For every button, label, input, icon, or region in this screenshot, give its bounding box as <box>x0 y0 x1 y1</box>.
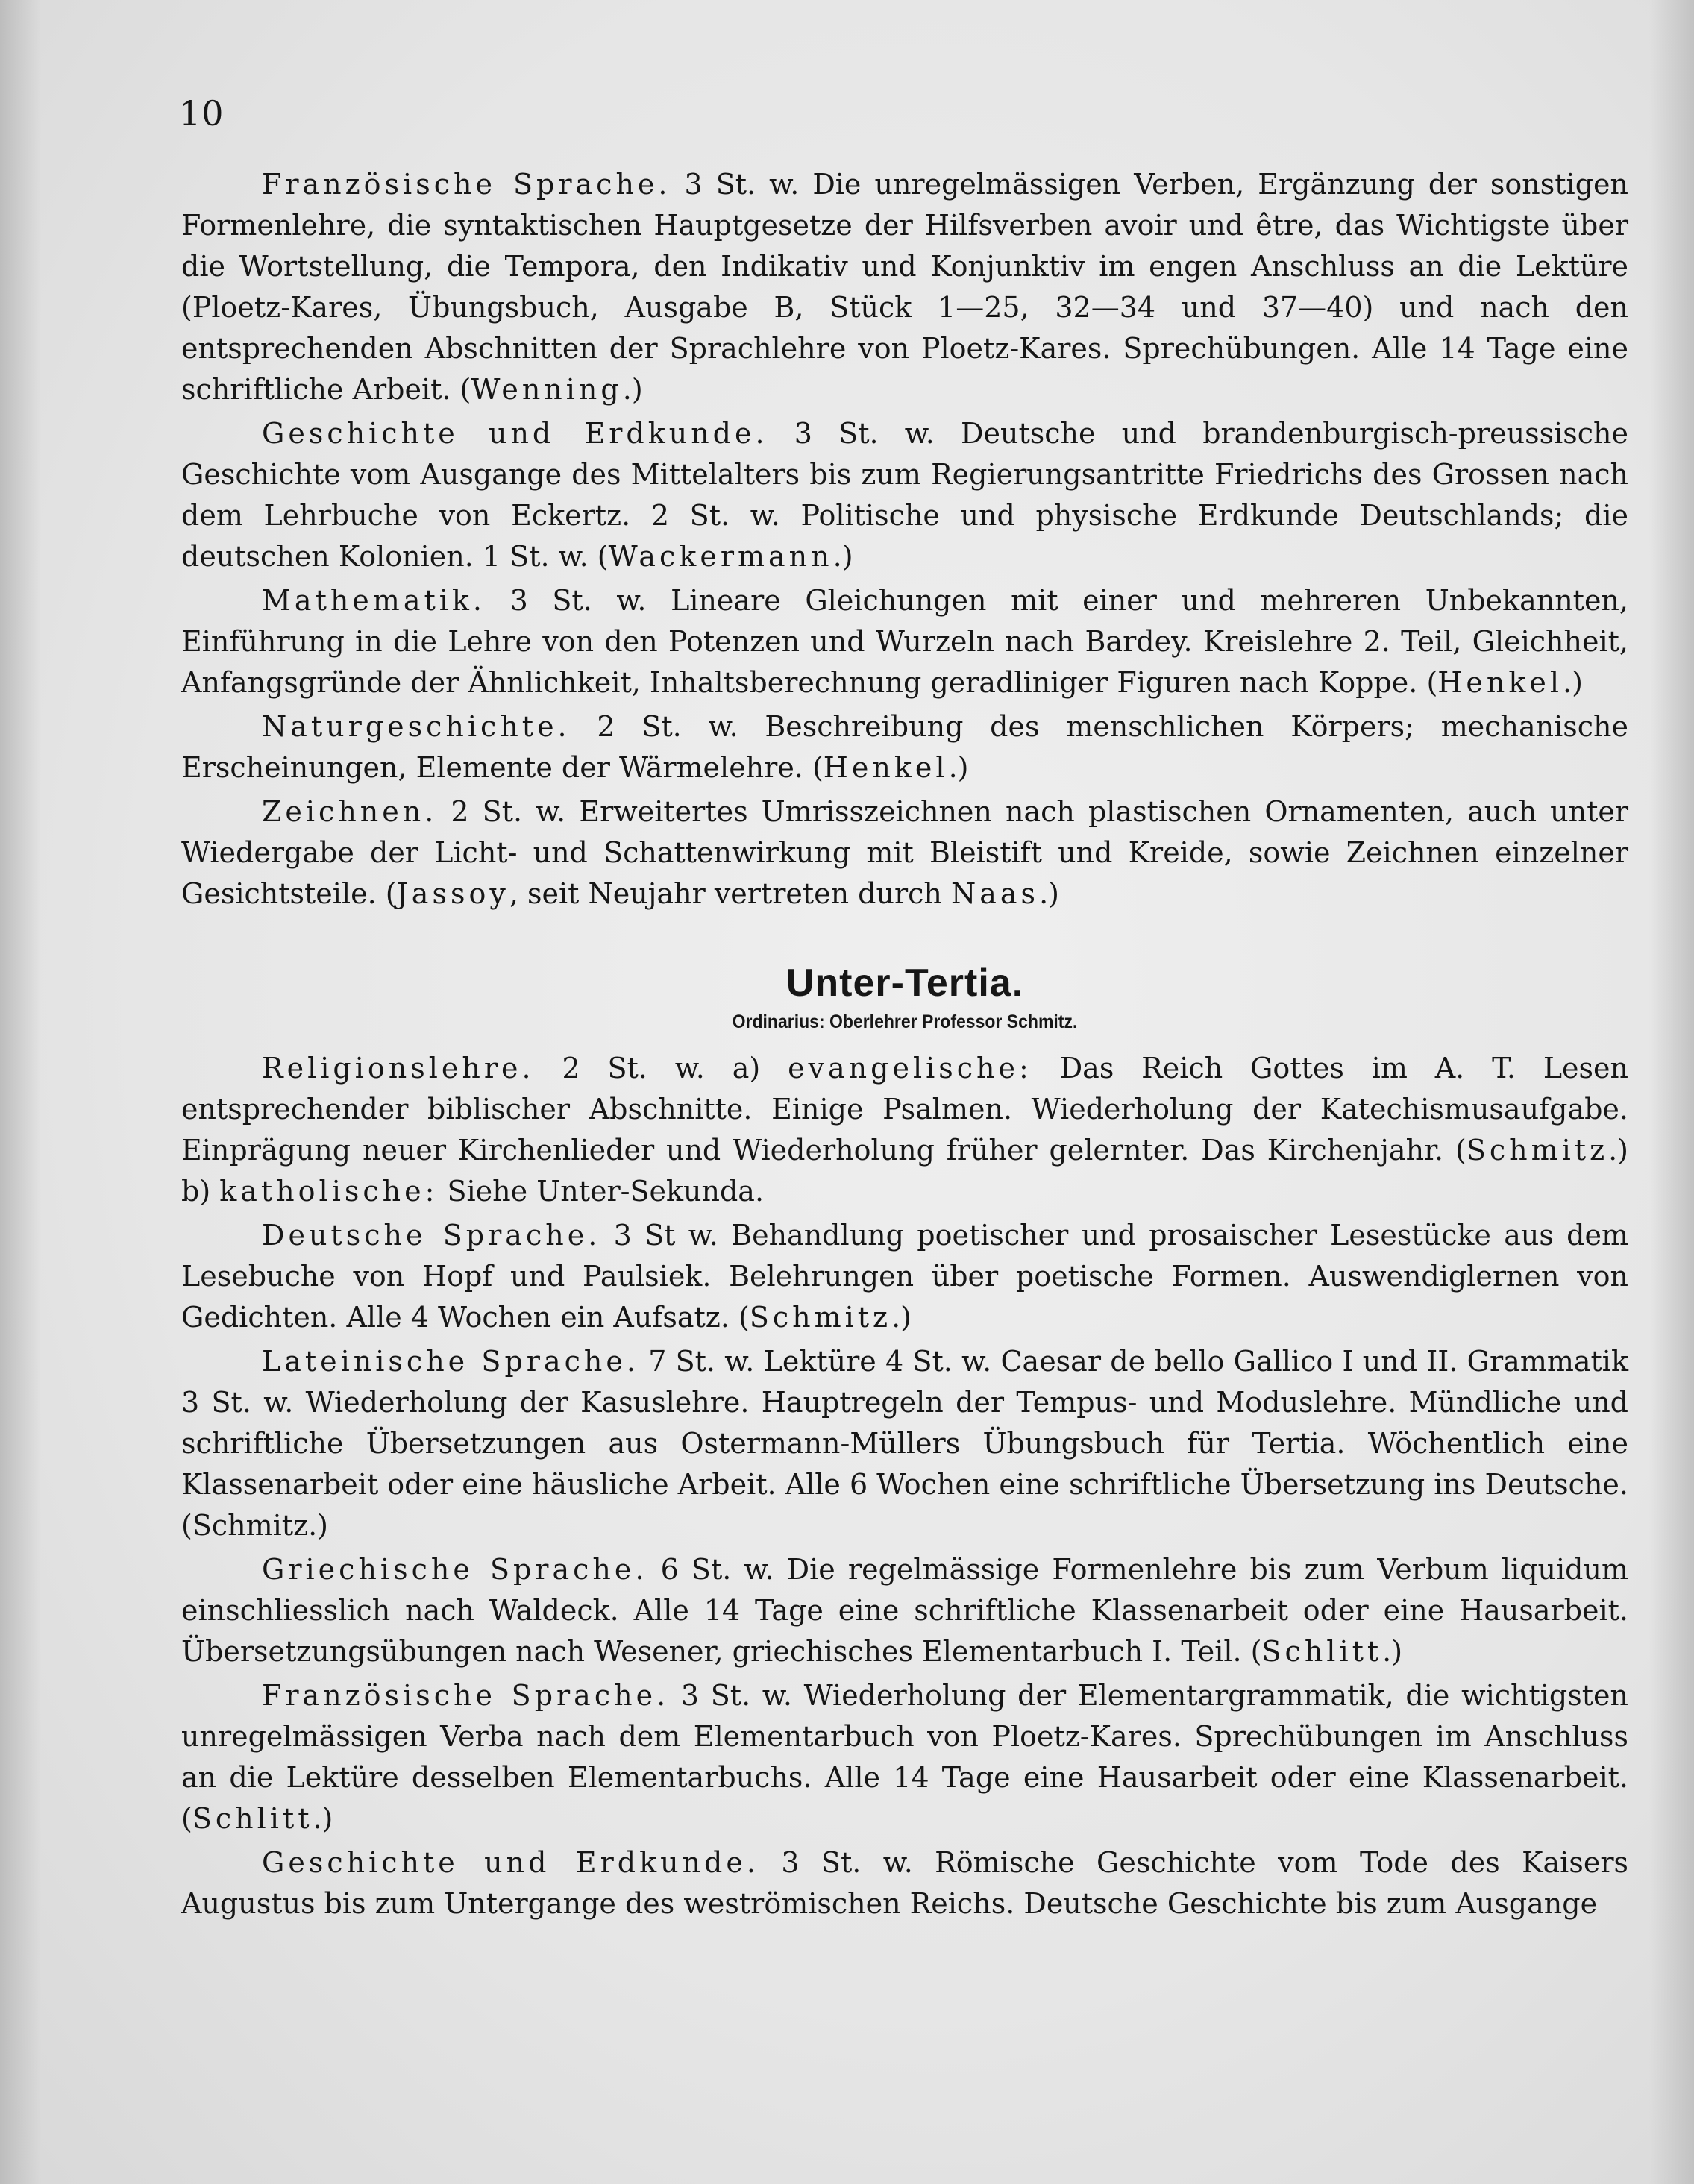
paragraph-geschichte-1 <box>181 413 1628 577</box>
paragraph-franzoesisch-2 <box>181 1675 1628 1839</box>
paragraph-mathematik <box>181 580 1628 703</box>
paragraph-mid: , seit Neujahr vertreten durch <box>509 877 951 910</box>
paragraph-tail: .) <box>891 1301 912 1334</box>
paragraph-text: 3 St. w. Wiederholung der Elementargrammatik, die wichtigsten unregelmässigen Verba nach dem Elementarbuch von Ploetz-Kares. Sprechübungen im Anschluss an die Lektüre desselben Elementarbuchs. Alle 14 Tage eine Hausarbeit oder eine Klassenarbeit. ( <box>181 1679 1628 1835</box>
subject-title: Naturgeschichte. <box>262 710 571 743</box>
paragraph-latein <box>181 1341 1628 1546</box>
subject-title: Deutsche Sprache. <box>262 1219 601 1252</box>
page-edge-shadow-left <box>0 0 41 2184</box>
paragraph-text: 2 St. w. Beschreibung des menschlichen Körpers; mechanische Erscheinungen, Elemente der Wärmelehre. ( <box>181 710 1628 784</box>
teacher-name: Schmitz <box>749 1301 892 1334</box>
paragraph-tail: .) <box>1039 877 1059 910</box>
paragraph-deutsch <box>181 1215 1628 1338</box>
subject-title: Französische Sprache. <box>262 1679 670 1712</box>
page-edge-shadow-right <box>1649 0 1694 2184</box>
teacher-name: Wackermann <box>608 540 833 573</box>
paragraph-tail: .) <box>313 1802 333 1835</box>
teacher-name: Schlitt <box>1261 1635 1383 1668</box>
paragraph-geschichte-2 <box>181 1842 1628 1924</box>
subject-title: Geschichte und Erdkunde. <box>262 1846 759 1879</box>
label-katholisch: katholische: <box>219 1175 439 1208</box>
teacher-name: Schmitz <box>1466 1134 1609 1167</box>
paragraph-text: Das Reich Gottes im A. T. Lesen entsprechender biblischer Abschnitte. Einige Psalmen. Wiederholung der Katechismusaufgabe. Einprägung neuer Kirchenlieder und Wiederholung früher gelernter. Das Kirchenjahr. ( <box>181 1052 1629 1167</box>
paragraph-text: 3 St w. Behandlung poetischer und prosaischer Lesestücke aus dem Lesebuche von Hopf und Paulsiek. Belehrungen über poetische Formen. Auswendiglernen von Gedichten. Alle 4 Wochen ein Aufsatz. ( <box>181 1219 1629 1334</box>
subject-title: Griechische Sprache. <box>262 1553 648 1586</box>
teacher-name: Henkel <box>823 751 949 784</box>
subject-title: Mathematik. <box>262 584 486 617</box>
paragraph-tail: .) <box>1382 1635 1403 1668</box>
paragraph-text: 3 St. w. Deutsche und brandenburgisch-preussische Geschichte vom Ausgange des Mittelalters bis zum Regierungsantritte Friedrichs des Grossen nach dem Lehrbuche von Eckertz. 2 St. w. Politische und physische Erdkunde Deutschlands; die deutschen Kolonien. 1 St. w. ( <box>181 417 1628 573</box>
paragraph-text: 7 St. w. Lektüre 4 St. w. Caesar de bello Gallico I und II. Grammatik 3 St. w. Wiederholung der Kasuslehre. Hauptregeln der Tempus- und Moduslehre. Mündliche und schriftliche Übersetzungen aus Ostermann-Müllers Übungsbuch für Tertia. Wöchentlich eine Klassenarbeit oder eine häusliche Arbeit. Alle 6 Wochen eine schriftliche Übersetzung ins Deutsche. (Schmitz.) <box>181 1345 1628 1542</box>
paragraph-tail: Siehe Unter-Sekunda. <box>438 1175 765 1208</box>
label-evangelisch: evangelische: <box>788 1052 1032 1085</box>
paragraph-griechisch <box>181 1549 1628 1672</box>
paragraph-tail: .) <box>622 373 643 406</box>
paragraph-tail: .) <box>948 751 969 784</box>
paragraph-tail: .) <box>1563 666 1583 699</box>
teacher-name: Schlitt <box>192 1802 313 1835</box>
paragraph-mid: .) b) <box>181 1134 1628 1208</box>
page-body <box>181 164 1628 1927</box>
subject-title: Religionslehre. <box>262 1052 535 1085</box>
paragraph-text: 3 St. w. Römische Geschichte vom Tode des Kaisers Augustus bis zum Untergange des weströmischen Reichs. Deutsche Geschichte bis zum Ausgange <box>181 1846 1628 1920</box>
paragraph-religionslehre <box>181 1048 1628 1212</box>
paragraph-text: 3 St. w. Die unregelmässigen Verben, Ergänzung der sonstigen Formenlehre, die syntaktischen Hauptgesetze der Hilfsverben avoir und être, das Wichtigste über die Wortstellung, die Tempora, den Indikativ und Konjunktiv im engen Anschluss an die Lektüre (Ploetz-Kares, Übungsbuch, Ausgabe B, Stück 1—25, 32—34 und 37—40) und nach den entsprechenden Abschnitten der Sprachlehre von Ploetz-Kares. Sprechübungen. Alle 14 Tage eine schriftliche Arbeit. ( <box>181 168 1628 406</box>
subject-title: Lateinische Sprache. <box>262 1345 639 1378</box>
paragraph-pre: 2 St. w. a) <box>534 1052 788 1085</box>
subject-title: Geschichte und Erdkunde. <box>262 417 768 450</box>
paragraph-naturgeschichte <box>181 706 1628 788</box>
paragraph-text: 6 St. w. Die regelmässige Formenlehre bis zum Verbum liquidum einschliesslich nach Waldeck. Alle 14 Tage eine schriftliche Klassenarbeit oder eine Hausarbeit. Übersetzungsübungen nach Wesener, griechisches Elementarbuch I. Teil. ( <box>181 1553 1629 1668</box>
ordinarius-line: Ordinarius: Oberlehrer Professor Schmitz. <box>732 1011 1078 1032</box>
teacher-name: Wenning <box>471 373 623 406</box>
teacher-name: Jassoy <box>396 877 509 910</box>
paragraph-tail: .) <box>832 540 853 573</box>
subject-title: Zeichnen. <box>262 795 438 828</box>
subject-title: Französische Sprache. <box>262 168 671 201</box>
paragraph-zeichnen <box>181 791 1628 914</box>
paragraph-franzoesisch-1 <box>181 164 1628 410</box>
teacher-name-2: Naas <box>951 877 1040 910</box>
section-heading: Unter-Tertia. <box>785 961 1024 1005</box>
page-number: 10 <box>179 93 225 134</box>
teacher-name: Henkel <box>1437 666 1563 699</box>
paragraph-text: 3 St. w. Lineare Gleichungen mit einer und mehreren Unbekannten, Einführung in die Lehre von den Potenzen und Wurzeln nach Bardey. Kreislehre 2. Teil, Gleichheit, Anfangsgründe der Ähnlichkeit, Inhaltsberechnung geradliniger Figuren nach Koppe. ( <box>181 584 1628 699</box>
paragraph-text: 2 St. w. Erweitertes Umrisszeichnen nach plastischen Ornamenten, auch unter Wiedergabe der Licht- und Schattenwirkung mit Bleistift und Kreide, sowie Zeichnen einzelner Gesichtsteile. ( <box>181 795 1628 910</box>
